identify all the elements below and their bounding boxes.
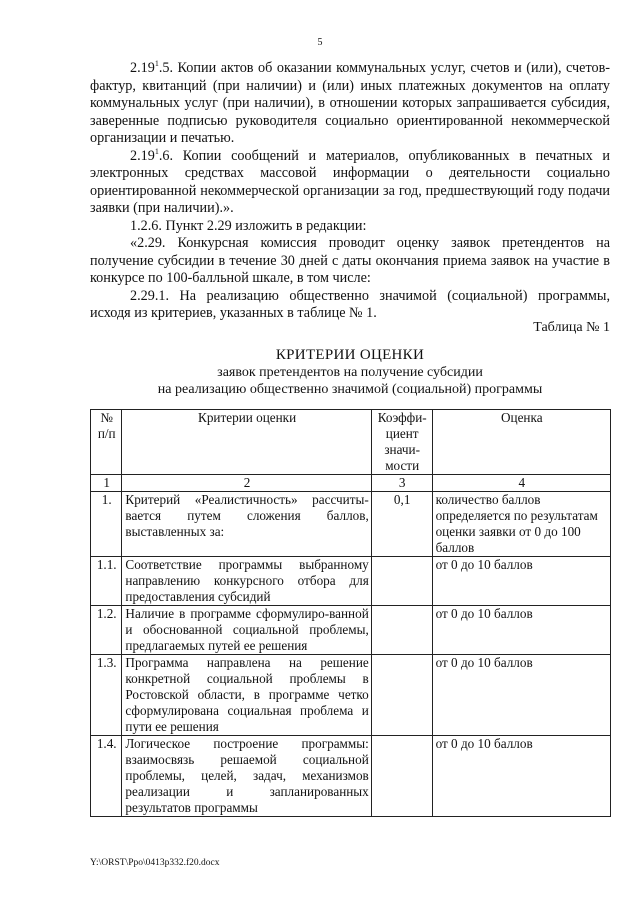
paragraph-1-2-6: 1.2.6. Пункт 2.29 изложить в редакции: [130, 217, 367, 234]
row-criteria: Критерий «Реалистичность» рассчиты-вается путем сложения баллов, выставленных за: [122, 492, 371, 557]
paragraph-2-29-1: 2.29.1. На реализацию общественно значимой (социальной) программы, исходя из критериев, указанных в таблице № 1. [90, 287, 610, 321]
row-num: 1.1. [91, 557, 122, 606]
title-main: КРИТЕРИИ ОЦЕНКИ [275, 347, 425, 363]
table-title [90, 347, 610, 398]
table-row [91, 606, 611, 655]
row-num: 1.2. [91, 606, 122, 655]
header-num: № п/п [91, 410, 122, 475]
header-score: Оценка [432, 410, 610, 475]
header-criteria: Критерии оценки [122, 410, 371, 475]
paragraph-2-19-1-5: 2.19$^1$.5. Копии актов об оказании коммунальных услуг, счетов и (или), счетов-фактур, квитанций (при наличии) и (или) иных платежных документов на оплату коммунальных услуг (при наличии), в отношении которых запрашивается субсидия, заверенные подписью руководителя социально ориентированной некоммерческой организации и печатью. [90, 59, 610, 146]
column-number-row [91, 475, 611, 492]
row-coef [371, 655, 432, 736]
col-number: 1 [91, 475, 122, 492]
title-line-2: заявок претендентов на получение субсидии [217, 365, 483, 380]
table-label: Таблица № 1 [533, 320, 610, 335]
row-criteria: Наличие в программе сформулиро-ванной и обоснованной социальной проблемы, предлагаемых путей ее решения [122, 606, 371, 655]
paragraph-2-19-1-6: 2.19$^1$.6. Копии сообщений и материалов, опубликованных в печатных и электронных средствах массовой информации о деятельности социально ориентированной некоммерческой организации за год, предшествующий году подачи заявки (при наличии).». [90, 146, 610, 216]
row-num: 1.3. [91, 655, 122, 736]
col-number: 3 [371, 475, 432, 492]
paragraph-2-29: «2.29. Конкурсная комиссия проводит оценку заявок претендентов на получение субсидии в течение 30 дней с даты окончания приема заявок на участие в конкурсе по 100-балльной шкале, в том числе: [90, 235, 610, 286]
table-row [91, 557, 611, 606]
row-coef: 0,1 [371, 492, 432, 557]
row-criteria: Логическое построение программы: взаимосвязь решаемой социальной проблемы, целей, задач, механизмов реализации и запланированных результатов программы [122, 736, 371, 817]
table-row [91, 492, 611, 557]
title-line-3: на реализацию общественно значимой (социальной) программы [157, 382, 543, 397]
row-coef [371, 557, 432, 606]
page-number: 5 [317, 37, 323, 48]
table-row [91, 736, 611, 817]
col-number: 4 [432, 475, 610, 492]
table-row [91, 655, 611, 736]
table-header-row [91, 410, 611, 475]
col-number: 2 [122, 475, 371, 492]
row-criteria: Программа направлена на решение конкретной социальной проблемы в Ростовской области, в программе четко сформулирована социальная проблема и пути ее решения [122, 655, 371, 736]
row-num: 1.4. [91, 736, 122, 817]
header-coef: Коэффи-циент значи-мости [371, 410, 432, 475]
body-text [90, 60, 610, 323]
row-score: от 0 до 10 баллов [432, 736, 610, 817]
row-num: 1. [91, 492, 122, 557]
criteria-table [90, 409, 611, 817]
row-coef [371, 606, 432, 655]
file-path-footer: Y:\ORST\Ppo\0413p332.f20.docx [90, 858, 220, 868]
row-score: количество баллов определяется по результатам оценки заявки от 0 до 100 баллов [432, 492, 610, 557]
row-coef [371, 736, 432, 817]
row-score: от 0 до 10 баллов [432, 606, 610, 655]
row-score: от 0 до 10 баллов [432, 557, 610, 606]
row-score: от 0 до 10 баллов [432, 655, 610, 736]
row-criteria: Соответствие программы выбранному направлению конкурсного отбора для предоставления субсидий [122, 557, 371, 606]
